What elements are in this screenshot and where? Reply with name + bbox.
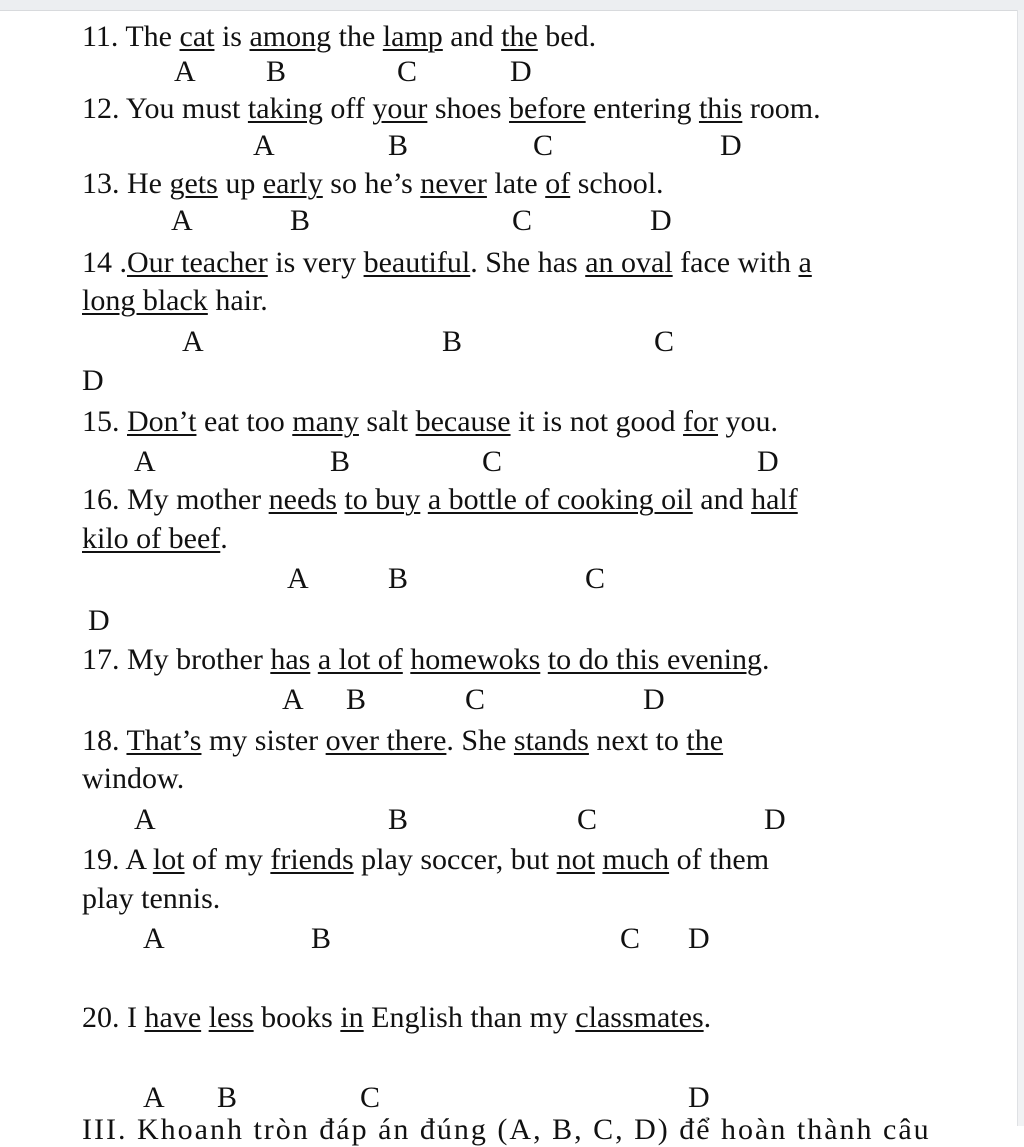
- option-letter-a: A: [143, 922, 165, 955]
- option-letter-b: B: [330, 445, 351, 478]
- option-a-phrase: cat: [179, 20, 215, 53]
- option-b-phrase: among: [249, 20, 332, 53]
- question-18-text-continued: window.: [82, 762, 185, 795]
- option-d-phrase: of: [545, 167, 571, 200]
- option-b-phrase: less: [208, 1001, 254, 1034]
- option-a-phrase: That’s: [126, 724, 202, 757]
- option-d-phrase: a: [798, 246, 812, 279]
- option-a-phrase: taking: [247, 92, 323, 125]
- option-d-phrase-continued: long black: [82, 284, 208, 317]
- option-d-phrase: classmates: [575, 1001, 704, 1034]
- question-16-text-continued: kilo of beef.: [82, 522, 228, 555]
- option-letter-a: A: [253, 129, 275, 162]
- option-letter-c: C: [512, 204, 533, 237]
- question-19-text: 19. A lot of my friends play soccer, but not much of them: [82, 843, 770, 876]
- option-letter-a: A: [174, 55, 196, 88]
- option-a-phrase: have: [144, 1001, 202, 1034]
- option-c-phrase: in: [340, 1001, 364, 1034]
- option-d-phrase: the: [501, 20, 538, 53]
- option-letter-a: A: [134, 445, 156, 478]
- option-b-phrase: to buy: [344, 483, 421, 516]
- next-section-heading-partial: [82, 1113, 1022, 1146]
- option-d-phrase: this: [698, 92, 743, 125]
- option-a-phrase: Our teacher: [127, 246, 268, 279]
- option-b-phrase: beautiful: [363, 246, 471, 279]
- option-d-phrase: to do this evening: [547, 643, 762, 676]
- question-16-text: 16. My mother needs to buy a bottle of cooking oil and half: [82, 483, 798, 516]
- option-b-phrase: many: [292, 405, 359, 438]
- option-letter-c: C: [585, 562, 606, 595]
- option-letter-b: B: [388, 803, 409, 836]
- option-letter-a: A: [287, 562, 309, 595]
- question-15-text: 15. Don’t eat too many salt because it is not good for you.: [82, 405, 779, 438]
- option-letter-d: D: [688, 922, 710, 955]
- option-letter-c: C: [533, 129, 554, 162]
- question-14-text: 14 .Our teacher is very beautiful. She has an oval face with a: [82, 246, 812, 279]
- option-letter-b: B: [217, 1081, 238, 1114]
- option-c-phrase: not: [556, 843, 595, 876]
- viewer-top-band: [0, 0, 1024, 11]
- question-18-text: 18. That’s my sister over there. She stands next to the: [82, 724, 724, 757]
- option-letter-d: D: [82, 364, 104, 397]
- option-letter-a: A: [182, 325, 204, 358]
- option-b-phrase: over there: [325, 724, 447, 757]
- option-letter-d: D: [688, 1081, 710, 1114]
- option-a-phrase: needs: [268, 483, 337, 516]
- option-letter-c: C: [620, 922, 641, 955]
- viewer-right-edge: [1017, 10, 1024, 1126]
- option-d-phrase: for: [683, 405, 719, 438]
- option-letter-c: C: [577, 803, 598, 836]
- option-c-phrase: a bottle of cooking oil: [427, 483, 693, 516]
- option-a-phrase: Don’t: [127, 405, 197, 438]
- option-letter-c: C: [482, 445, 503, 478]
- option-c-phrase: lamp: [382, 20, 443, 53]
- option-letter-d: D: [643, 683, 665, 716]
- option-d-phrase-continued: kilo of beef: [82, 522, 221, 555]
- question-12-text: 12. You must taking off your shoes before entering this room.: [82, 92, 821, 125]
- option-letter-c: C: [397, 55, 418, 88]
- option-b-phrase: a lot of: [317, 643, 403, 676]
- option-c-phrase: never: [420, 167, 487, 200]
- question-13-text: 13. He gets up early so he’s never late of school.: [82, 167, 664, 200]
- option-d-phrase: the: [686, 724, 724, 757]
- option-c-phrase: before: [509, 92, 586, 125]
- question-19-text-continued: play tennis.: [82, 882, 221, 915]
- option-b-phrase: friends: [270, 843, 354, 876]
- question-20-text: 20. I have less books in English than my classmates.: [82, 1001, 712, 1034]
- option-a-phrase: has: [270, 643, 311, 676]
- option-letter-b: B: [388, 129, 409, 162]
- option-letter-a: A: [282, 683, 304, 716]
- option-letter-b: B: [388, 562, 409, 595]
- question-14-text-continued: long black hair.: [82, 284, 268, 317]
- option-letter-a: A: [134, 803, 156, 836]
- option-b-phrase: your: [372, 92, 428, 125]
- option-letter-d: D: [510, 55, 532, 88]
- option-letter-d: D: [764, 803, 786, 836]
- option-c-phrase: because: [415, 405, 511, 438]
- option-letter-d: D: [720, 129, 742, 162]
- option-d-phrase: half: [751, 483, 798, 516]
- option-letter-d: D: [650, 204, 672, 237]
- option-letter-b: B: [266, 55, 287, 88]
- option-letter-b: B: [290, 204, 311, 237]
- option-d-phrase: much: [602, 843, 670, 876]
- option-a-phrase: lot: [152, 843, 185, 876]
- option-letter-b: B: [442, 325, 463, 358]
- option-letter-d: D: [88, 604, 110, 637]
- question-17-text: 17. My brother has a lot of homewoks to do this evening.: [82, 643, 770, 676]
- question-11-text: 11. The cat is among the lamp and the bed.: [82, 20, 597, 53]
- option-letter-a: A: [143, 1081, 165, 1114]
- option-letter-c: C: [465, 683, 486, 716]
- option-letter-b: B: [346, 683, 367, 716]
- option-c-phrase: an oval: [585, 246, 673, 279]
- option-a-phrase: gets: [169, 167, 218, 200]
- option-b-phrase: early: [262, 167, 323, 200]
- option-c-phrase: homewoks: [410, 643, 541, 676]
- option-letter-c: C: [654, 325, 675, 358]
- option-letter-b: B: [311, 922, 332, 955]
- next-section-heading-text: III. Khoanh tròn đáp án đúng (A, B, C, D) để hoàn thành câu: [82, 1113, 931, 1146]
- option-letter-a: A: [171, 204, 193, 237]
- option-letter-c: C: [360, 1081, 381, 1114]
- option-letter-d: D: [757, 445, 779, 478]
- option-c-phrase: stands: [513, 724, 589, 757]
